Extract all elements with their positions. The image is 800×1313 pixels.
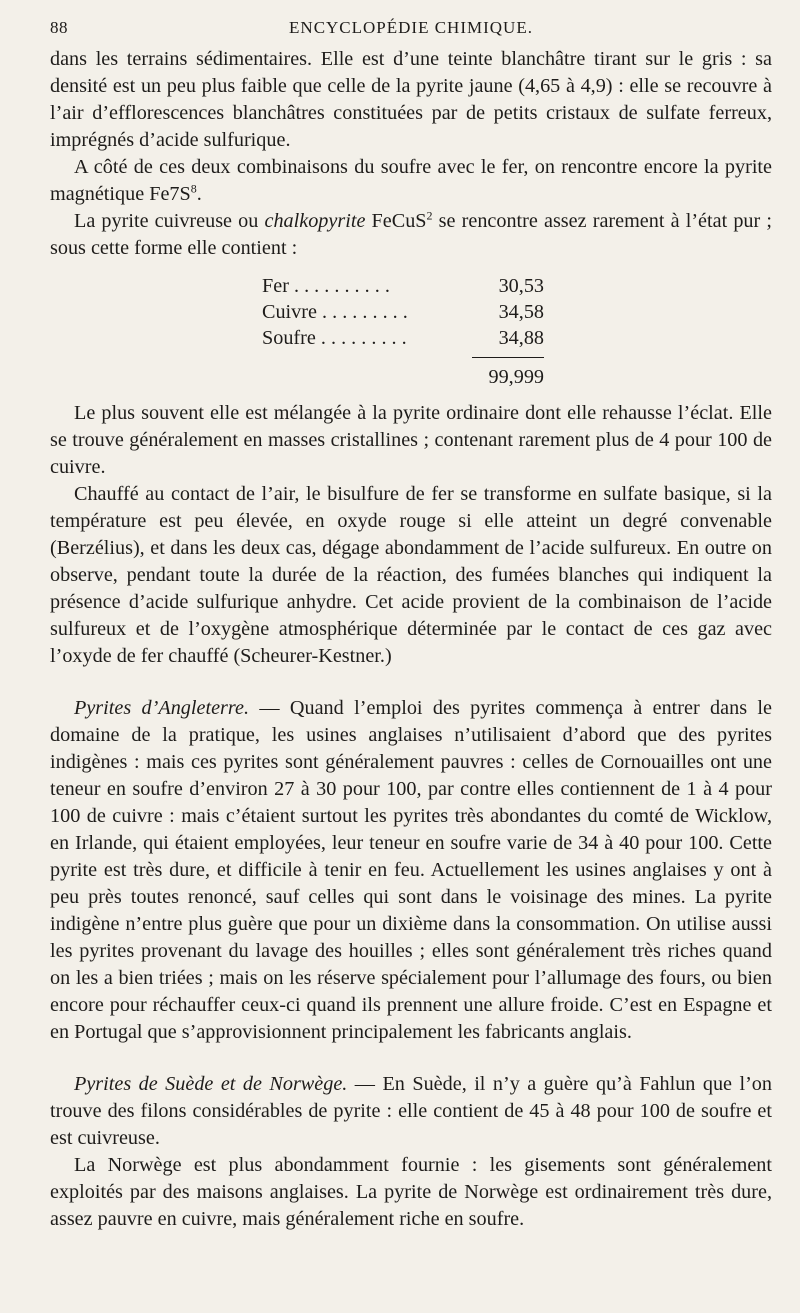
paragraph-text: — En Suède, il n’y a guère qu’à Fahlun que l’on trouve des filons considérables de pyrite : elle contient de 45 à 48 pour 100 de soufre et est cuivreuse. — [50, 1073, 772, 1149]
running-title: ENCYCLOPÉDIE CHIMIQUE. — [289, 18, 533, 37]
element-name: Cuivre — [262, 301, 317, 323]
term-chalkopyrite: chalkopyrite — [264, 210, 366, 232]
paragraph-norwege: La Norwège est plus abondamment fournie : les gisements sont généralement exploités par des maisons anglaises. La pyrite de Norwège est ordinairement très dure, assez pauvre en cuivre, mais généralement riche en soufre. — [50, 1154, 772, 1230]
formula-subscript: 2 — [426, 208, 433, 223]
section-title-suede-norwege: Pyrites de Suède et de Norwège. — [74, 1073, 348, 1095]
paragraph-continuation: dans les terrains sédimentaires. Elle est d’une teinte blanchâtre tirant sur le gris : sa densité est un peu plus faible que celle de la pyrite jaune (4,65 à 4,9) : elle se recouvre à l’air d’efflorescences blanchâtres constituées par de petits cristaux de sulfate ferreux, imprégnés d’acide sulfurique. — [50, 48, 772, 151]
paragraph-end: . — [196, 183, 202, 205]
paragraph-pyrite-magnetique — [50, 154, 772, 208]
element-value: 34,88 — [498, 327, 544, 349]
formula-subscript: 8 — [190, 181, 197, 196]
leader-dots: . . . . . . . . . — [322, 301, 408, 323]
paragraph-text: A côté de ces deux combinaisons du soufre avec le fer, on rencontre encore la pyrite magnétique Fe7S — [50, 156, 772, 205]
element-name: Soufre — [262, 327, 316, 349]
composition-row-cuivre — [262, 299, 544, 325]
paragraph-rest: se rencontre assez rarement à l’état pur ; sous cette forme elle contient : — [50, 210, 772, 259]
leader-dots: . . . . . . . . . — [320, 327, 407, 349]
paragraph-chalkopyrite — [50, 208, 772, 262]
composition-total: 99,999 — [472, 357, 544, 390]
formula: FeCuS — [365, 210, 427, 232]
page-number: 88 — [50, 18, 68, 37]
element-name: Fer — [262, 275, 289, 297]
page-header — [50, 12, 772, 46]
paragraph-pyrites-angleterre — [50, 695, 772, 1046]
section-title-angleterre: Pyrites d’Angleterre. — [74, 697, 249, 719]
paragraph-pyrites-suede — [50, 1071, 772, 1152]
composition-table — [262, 273, 544, 390]
element-value: 34,58 — [498, 301, 544, 323]
leader-dots: . . . . . . . . . . — [293, 275, 390, 297]
composition-row-soufre — [262, 325, 544, 351]
paragraph-melange: Le plus souvent elle est mélangée à la pyrite ordinaire dont elle rehausse l’éclat. Elle se trouve généralement en masses cristallines ; contenant rarement plus de 4 pour 100 de cuivre. — [50, 402, 772, 478]
composition-row-fer — [262, 273, 544, 299]
paragraph-start: La pyrite cuivreuse ou — [74, 210, 265, 232]
paragraph-chauffe: Chauffé au contact de l’air, le bisulfure de fer se transforme en sulfate basique, si la température est peu élevée, en oxyde rouge si elle atteint un degré convenable (Berzélius), et dans les deux cas, dégage abondamment de l’acide sulfureux. En outre on observe, pendant toute la durée de la réaction, des fumées blanches qui indiquent la présence d’acide sulfurique anhydre. Cet acide provient de la combinaison de l’acide sulfureux et de l’oxygène atmosphérique déterminée par le contact de ces gaz avec l’oxyde de fer chauffé (Scheurer-Kestner.) — [50, 483, 772, 667]
paragraph-text: — Quand l’emploi des pyrites commença à entrer dans le domaine de la pratique, les usines anglaises n’utilisaient d’abord que des pyrites indigènes : mais ces pyrites sont généralement pauvres : celles de Cornouailles ont une teneur en soufre d’environ 27 à 30 pour 100, par contre elles contiennent de 1 à 4 pour 100 de cuivre : mais c’étaient surtout les pyrites très abondantes du comté de Wicklow, en Irlande, qui étaient employées, leur teneur en soufre varie de 34 à 40 pour 100. Cette pyrite est très dure, et difficile à tenir en feu. Actuellement les usines anglaises y ont à peu près toutes renoncé, sauf celles qui sont dans le voisinage des mines. La pyrite indigène n’entre plus guère que pour un dixième dans la consommation. On utilise aussi les pyrites provenant du lavage des houilles ; elles sont généralement très riches quand on les a bien triées ; mais on les réserve spécialement pour l’allumage des fours, ou bien encore pour réchauffer ceux-ci quand ils prennent une allure froide. C’est en Espagne et en Portugal que s’approvisionnent principalement les fabricants anglais. — [50, 697, 773, 1043]
element-value: 30,53 — [498, 275, 544, 297]
